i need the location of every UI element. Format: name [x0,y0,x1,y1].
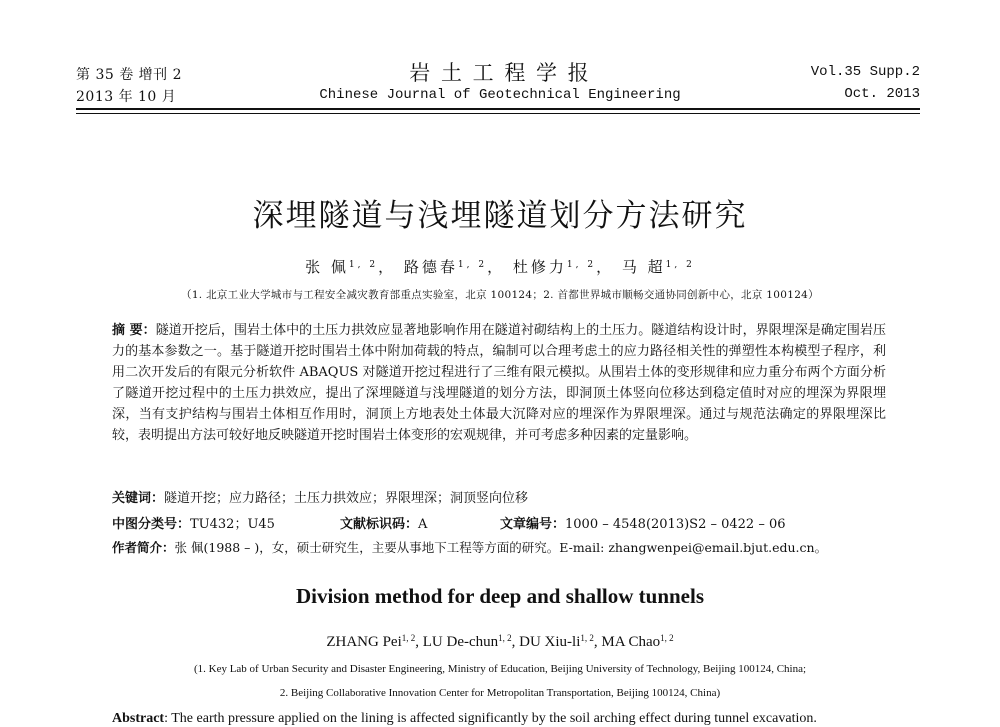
author-4-affil: 1, 2 [665,260,695,270]
author-en-separator: , [593,634,602,650]
author-1-en: ZHANG Pei [326,634,402,650]
author-2-affil: 1, 2 [457,260,488,270]
author-2-cn: 路德春 [403,258,458,276]
author-2-en: LU De-chun [422,634,499,650]
abstract-en [112,711,817,727]
author-en-separator: , [511,634,520,650]
article-number-value: 1000 – 4548(2013)S2 – 0422 – 06 [565,517,786,532]
abstract-label-cn: 摘 要： [112,323,156,338]
author-1-en-affil: 1, 2 [401,633,416,643]
author-3-affil: 1, 2 [566,260,597,270]
date-cn: 2013 年 10 月 [76,89,177,105]
journal-name-en: Chinese Journal of Geotechnical Engineering [319,87,681,103]
author-4-cn: 马 超 [621,258,666,276]
volume-issue-cn: 第 35 卷 增刊 2 [76,67,183,83]
author-4-en: MA Chao [601,634,661,650]
volume-issue-en: Vol.35 Supp.2 [810,64,920,80]
article-number [500,513,786,532]
authors-en [0,633,1000,651]
affiliation-en-line-1: (1. Key Lab of Urban Security and Disaster Engineering, Ministry of Education, Beijing University of Technology, Beijing 100124, China; [193,663,807,675]
affiliation-cn: （1. 北京工业大学城市与工程安全减灾教育部重点实验室，北京 100124；2. 首都世界城市顺畅交通协同创新中心，北京 100124） [181,289,819,301]
doc-code-value: A [418,517,428,532]
keywords-label: 关键词： [112,491,165,506]
author-3-cn: 杜修力 [512,258,567,276]
header-rule-top [76,108,920,110]
abstract-text-en: : The earth pressure applied on the lining is affected significantly by the soil arching effect during tunnel excavation. [164,711,817,726]
paper-title-en: Division method for deep and shallow tunnels [295,584,705,608]
date-en: Oct. 2013 [844,86,920,102]
author-1-cn: 张 佩 [305,258,349,276]
clc-label: 中图分类号： [112,517,191,532]
keywords-text: 隧道开挖；应力路径；土压力拱效应；界限埋深；洞顶竖向位移 [164,491,529,506]
affiliation-en-line-2: 2. Beijing Collaborative Innovation Center for Metropolitan Transportation, Beijing 100124, China) [279,687,721,699]
paper-title-cn: 深埋隧道与浅埋隧道划分方法研究 [252,198,748,234]
author-2-en-affil: 1, 2 [498,633,512,643]
author-separator: ， [596,258,615,276]
author-4-en-affil: 1, 2 [660,633,674,643]
abstract-label-en: Abstract [112,711,165,726]
author-separator: ， [378,258,397,276]
keywords-cn [112,487,528,506]
header-rule-bottom [76,113,920,114]
doc-code-label: 文献标识码： [340,517,419,532]
author-1-affil: 1, 2 [348,260,379,270]
classification-line [112,513,275,532]
author-3-en-affil: 1, 2 [580,633,594,643]
authors-cn [0,256,1000,277]
author-en-separator: , [415,634,423,650]
abstract-cn [112,320,886,446]
abstract-text-cn: 隧道开挖后，围岩土体中的土压力拱效应显著地影响作用在隧道衬砌结构上的土压力。隧道结构设计时，界限埋深是确定围岩压力的基本参数之一。基于隧道开挖时围岩土体中附加荷载的特点，编制可以合理考虑土的应力路径相关性的弹塑性本构模型子程序，利用二次开发后的有限元分析软件 ABAQUS 对隧道开挖过程进行了三维有限元模拟。从围岩土体的变形规律和应力重分布两个方面分析了隧道开挖过程中的土压力拱效应，提出了深埋隧道与浅埋隧道的划分方法，即洞顶土体竖向位移达到稳定值时对应的埋深为界限埋深，当有支护结构与围岩土体相互作用时，洞顶上方地表处土体最大沉降对应的埋深作为界限埋深。通过与规范法确定的界限埋深比较，表明提出方法可较好地反映隧道开挖时围岩土体变形的宏观规律，并可考虑多种因素的定量影响。 [112,323,886,443]
author-3-en: DU Xiu-li [519,634,581,650]
article-number-label: 文章编号： [500,517,566,532]
author-bio-label: 作者简介： [112,540,175,555]
author-separator: ， [487,258,506,276]
clc-value: TU432；U45 [190,517,275,532]
author-bio [112,538,827,556]
doc-code [340,513,427,532]
author-bio-text: 张 佩(1988 – )，女，硕士研究生，主要从事地下工程等方面的研究。E-mail: zhangwenpei@email.bjut.edu.cn。 [174,540,828,555]
journal-name-cn: 岩 土 工 程 学 报 [409,61,591,85]
